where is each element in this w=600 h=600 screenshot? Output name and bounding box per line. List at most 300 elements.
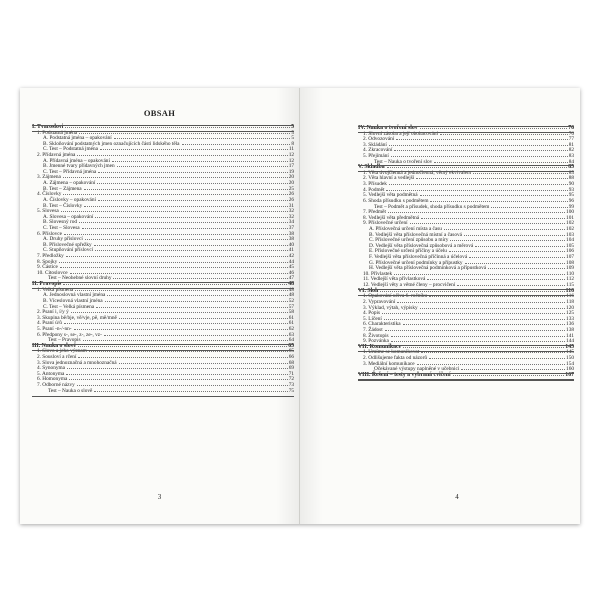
toc-entry-page: 72 — [288, 376, 294, 383]
toc-entry-title: 2. Sousloví a rčení — [37, 353, 77, 360]
toc-entry-title: 1. Věta dvojčlenná a jednočlenná, větný ekvivalent — [363, 169, 472, 176]
chapter-rule — [358, 295, 574, 296]
toc-entry-title: 5. Přejímání — [363, 153, 389, 160]
toc-entry-title: 2. Věta hlavní a vedlejší — [363, 175, 415, 182]
dot-leader — [98, 200, 288, 201]
toc-entry-page: 37 — [288, 224, 294, 231]
dot-leader — [94, 245, 288, 246]
toc-entry-title: 8. Vedlejší věta předmětná — [363, 214, 420, 221]
toc-entry-title: B. Jmenné tvary přídavných jmen — [43, 163, 115, 170]
toc-entry-title: 2. Přídavná jména — [37, 152, 76, 159]
dot-leader — [60, 267, 288, 268]
dot-leader — [84, 206, 287, 207]
toc-entry-page: 52 — [288, 297, 294, 304]
toc-entry-page: 85 — [568, 169, 574, 176]
dot-leader — [388, 212, 565, 213]
toc-entry-page: 116 — [565, 287, 574, 294]
toc-entry-title: A. Podstatná jména – opakování — [43, 135, 112, 142]
dot-leader — [113, 278, 287, 279]
toc-entry-title: 7. Předložky — [37, 253, 64, 260]
toc-entry-page: 81 — [568, 141, 574, 148]
toc-entry-page: 31 — [288, 202, 294, 209]
toc-entry-page: 44 — [288, 258, 294, 265]
toc-entry-title: 1. Slovní zásoba a její obohacování — [363, 130, 439, 137]
toc-entry-title: B. Test – Zájmena — [43, 185, 82, 192]
toc-entry-page: 65 — [288, 348, 294, 355]
dot-leader — [464, 235, 565, 236]
toc-entry-title: B. Slovesný rod — [43, 219, 77, 226]
toc-entry-title: B. Příslovečné spřežky — [43, 241, 92, 248]
dot-leader — [89, 351, 288, 352]
toc-entry-title: 11. Vedlejší věta přívlastková — [363, 276, 426, 283]
toc-entry-title: Test – Neohebné slovní druhy — [48, 275, 112, 282]
toc-entry-page: 83 — [568, 153, 574, 160]
toc-entry-title: 6. Příslovce — [37, 230, 63, 237]
toc-entry-page: 19 — [288, 168, 294, 175]
toc-entry-title: 4. Popis — [363, 310, 381, 317]
toc-entry-title: 10. Přívlastek — [363, 270, 393, 277]
chapter-rule — [358, 345, 574, 346]
chapter-rule — [358, 126, 574, 127]
toc-entry-page: 95 — [568, 192, 574, 199]
dot-leader — [384, 319, 565, 320]
right-page — [300, 88, 580, 524]
dot-leader — [61, 211, 288, 212]
toc-entry-title: 7. Žádost — [363, 326, 383, 333]
toc-entry-page: 103 — [566, 231, 574, 238]
dot-leader — [427, 279, 565, 280]
toc-entry-title: 8. Spojky — [37, 258, 58, 265]
toc-entry-page: 46 — [288, 269, 294, 276]
toc-entry-page: 26 — [288, 191, 294, 198]
toc-entry-page: 118 — [566, 298, 574, 305]
toc-entry-title: 3. Mediální komunikace — [363, 360, 415, 367]
toc-entry-page: 12 — [288, 157, 294, 164]
dot-leader — [114, 138, 291, 139]
dot-leader — [444, 229, 565, 230]
toc-end-rule — [358, 380, 574, 381]
chapter-rule — [358, 289, 574, 290]
toc-entry-page: 76 — [568, 125, 574, 131]
dot-leader — [83, 340, 288, 341]
toc-list-left — [32, 125, 294, 394]
toc-entry-title: A. Přídavná jména – opakování — [43, 157, 110, 164]
toc-entry-page: 48 — [288, 281, 294, 288]
dot-leader — [382, 313, 565, 314]
toc-entry-page: 66 — [288, 353, 294, 360]
toc-entry-title: A. Jednoslovná vlastní jména — [43, 292, 106, 299]
dot-leader — [77, 385, 288, 386]
toc-entry-title: 7. Odborné názvy — [37, 382, 75, 389]
dot-leader — [63, 177, 288, 178]
toc-entry-title: 6. Předpony s-, se-, z-, ze-, vz- — [37, 331, 102, 338]
toc-entry-title: 4. Podmět — [363, 186, 385, 193]
dot-leader — [79, 222, 288, 223]
page-title: OBSAH — [143, 108, 176, 118]
chapter-rule — [358, 373, 574, 374]
dot-leader — [410, 223, 565, 224]
toc-entry-page: 62 — [288, 325, 294, 332]
toc-entry-title: C. Test – Velká písmena — [43, 303, 95, 310]
toc-entry-title: B. Vedlejší věta příslovečná místní a časová — [369, 231, 463, 238]
dot-leader — [394, 274, 565, 275]
dot-leader — [469, 257, 565, 258]
toc-entry-page: 107 — [566, 254, 574, 261]
toc-entry-page: 61 — [288, 320, 294, 327]
dot-leader — [74, 329, 288, 330]
toc-entry-page: 77 — [568, 136, 574, 143]
toc-entry-title: 9. Pozvánka — [363, 338, 389, 345]
toc-entry-page: 90 — [568, 181, 574, 188]
toc-entry-title: 2. Odlišujeme fakta od názorů — [363, 354, 427, 361]
toc-entry-title: 10. Citoslovce — [37, 269, 68, 276]
left-page — [20, 88, 299, 524]
dot-leader — [403, 347, 564, 348]
toc-entry-page: 69 — [288, 365, 294, 372]
dot-leader — [71, 312, 288, 313]
page-number: 3 — [157, 493, 162, 501]
chapter-rule — [358, 132, 574, 133]
dot-leader — [98, 172, 287, 173]
toc-entry-page: 120 — [566, 304, 574, 311]
toc-entry-page: 84 — [568, 158, 574, 165]
toc-entry-page: 138 — [566, 326, 574, 333]
toc-entry-title: I. Tvaroslovi — [32, 124, 64, 130]
dot-leader — [417, 364, 565, 365]
toc-entry-title: VIII. Řešení – testy a vybraná cvičení — [358, 371, 451, 378]
toc-entry-title: Test – Nauka o slově — [48, 387, 93, 394]
dot-leader — [66, 256, 288, 257]
toc-entry-page: 47 — [288, 275, 294, 282]
dot-leader — [420, 308, 565, 309]
dot-leader — [78, 346, 287, 347]
dot-leader — [473, 173, 568, 174]
dot-leader — [79, 133, 290, 134]
dot-leader — [403, 324, 565, 325]
toc-entry-page: 5 — [291, 135, 294, 142]
toc-entry-page: 96 — [568, 197, 574, 204]
toc-entry-title: C. Stupňování příslovcí — [43, 247, 94, 254]
toc-entry-page: 102 — [566, 220, 574, 227]
toc-entry-title: 5. Líčení — [363, 315, 382, 322]
toc-entry-title: C. Test – Slovesa — [43, 224, 80, 231]
toc-entry-title: III. Nauka o slově — [32, 342, 77, 349]
toc-entry-title: F. Vedlejší věta příslovečná příčinná a účelová — [369, 254, 468, 261]
toc-entry-title: C. Test – Podstatná jména — [43, 146, 98, 153]
toc-entry-title: 7. Předmět — [363, 209, 386, 216]
dot-leader — [104, 335, 288, 336]
dot-leader — [475, 246, 565, 247]
toc-entry-page: 85 — [568, 164, 574, 171]
toc-entry-page: 17 — [288, 163, 294, 170]
toc-entry-page: 63 — [288, 331, 294, 338]
toc-entry-title: G. Příslovečné určení podmínky a přípustky — [369, 259, 463, 266]
toc-entry-title: C. Test – Přídavná jména — [43, 168, 97, 175]
dot-leader — [64, 323, 288, 324]
toc-entry-page: 73 — [288, 382, 294, 389]
toc-entry-title: 3. Zájmena — [37, 174, 61, 181]
toc-entry-title: Test – Podmět a přísudek, shoda přísudku s podmětem — [374, 203, 490, 210]
toc-entry-page: 34 — [288, 219, 294, 226]
toc-entry-title: 8. Životopis — [363, 332, 389, 339]
toc-entry-page: 82 — [568, 147, 574, 154]
toc-entry-page: 100 — [566, 209, 574, 216]
toc-entry-page: 116 — [566, 293, 574, 300]
dot-leader — [491, 207, 567, 208]
dot-leader — [391, 156, 568, 157]
dot-leader — [449, 251, 565, 252]
toc-entry-page: 88 — [568, 175, 574, 182]
toc-entry-title: 4. Synonyma — [37, 365, 65, 372]
dot-leader — [420, 195, 568, 196]
dot-leader — [100, 149, 288, 150]
toc-entry-title: 1. Opakování učiva 6. ročníku — [363, 293, 428, 300]
toc-entry-page: 48 — [288, 286, 294, 293]
dot-leader — [488, 268, 565, 269]
toc-entry-title: 4. Zkracování — [363, 147, 393, 154]
dot-leader — [450, 240, 565, 241]
toc-entry-title: 6. Homonyma — [37, 376, 68, 383]
toc-entry-page: 57 — [288, 303, 294, 310]
dot-leader — [107, 295, 287, 296]
chapter-rule — [358, 165, 574, 166]
dot-leader — [66, 374, 287, 375]
dot-leader — [429, 296, 565, 297]
toc-entry-page: 104 — [566, 237, 574, 244]
toc-entry-title: 5. Slovesa — [37, 208, 59, 215]
toc-entry-title: 3. Přísudek — [363, 181, 387, 188]
dot-leader — [396, 139, 568, 140]
toc-entry-page: 102 — [566, 225, 574, 232]
dot-leader — [421, 352, 565, 353]
toc-entry-page: 20 — [288, 174, 294, 181]
toc-entry-title: 2. Psaní i, í/y ý — [37, 309, 69, 316]
toc-entry-page: 5 — [291, 129, 294, 136]
dot-leader — [84, 189, 288, 190]
toc-entry-page: 133 — [566, 315, 574, 322]
toc-entry-title: D. Vedlejší věta příslovečná způsobová a měrová — [369, 242, 474, 249]
toc-entry-title: 4. Číslovky — [37, 191, 62, 198]
dot-leader — [70, 273, 288, 274]
dot-leader — [391, 341, 565, 342]
toc-entry-page: 144 — [566, 338, 574, 345]
toc-end-rule — [32, 396, 294, 397]
toc-entry-page: 12 — [288, 152, 294, 159]
dot-leader — [389, 145, 568, 146]
toc-entry-title: 3. Výklad, výtah, výpisky — [363, 304, 418, 311]
toc-entry-page: 167 — [565, 371, 574, 378]
dot-leader — [69, 379, 287, 380]
toc-entry-title: 3. Slova jednoznačná a mnohoznačná — [37, 359, 117, 366]
toc-entry-title: IV. Nauka o tvoření slov — [358, 125, 418, 131]
dot-leader — [394, 150, 567, 151]
dot-leader — [461, 369, 565, 370]
chapter-rule — [32, 344, 294, 345]
dot-leader — [75, 290, 287, 291]
toc-entry-title: B. Skloňování podstatných jmen označujících části lidského těla — [43, 140, 180, 147]
toc-entry-title: 4. Psaní ú/ů — [37, 320, 62, 327]
toc-entry-page: 75 — [288, 387, 294, 394]
dot-leader — [64, 234, 288, 235]
toc-entry-page: 41 — [288, 247, 294, 254]
toc-entry-title: 1. Velká písmena — [37, 286, 74, 293]
toc-entry-title: C. Příslovečné určení způsobu a míry — [369, 237, 449, 244]
toc-entry-title: A. Příslovečná určení místa a času — [369, 225, 442, 232]
toc-entry-page: 110 — [566, 270, 574, 277]
toc-entry-title: 5. Psaní -n-/-nn- — [37, 325, 72, 332]
toc-entry-page: 20 — [288, 180, 294, 187]
toc-entry-title: Test – Pravopis — [48, 337, 81, 344]
toc-entry-title: 3. Skupina bě/bje, vě/vje, pě, mě/mně — [37, 314, 117, 321]
toc-entry-title: A. Slovesa – opakování — [43, 213, 94, 220]
dot-leader — [391, 336, 565, 337]
toc-entry-page: 141 — [566, 332, 574, 339]
toc-entry-title: V. Skladba — [358, 164, 385, 171]
toc-entry-page: 32 — [288, 208, 294, 215]
toc-entry-title: II. Pravopis — [32, 281, 62, 288]
dot-leader — [82, 228, 288, 229]
dot-leader — [67, 368, 288, 369]
chapter-rule — [32, 350, 294, 351]
toc-entry-page: 109 — [566, 265, 574, 272]
toc-entry — [32, 389, 294, 395]
toc-entry-page: 42 — [288, 253, 294, 260]
toc-entry-page: 71 — [288, 370, 294, 377]
dot-leader — [112, 161, 288, 162]
toc-entry-page: 40 — [288, 241, 294, 248]
toc-entry-page: 48 — [288, 292, 294, 299]
dot-leader — [119, 363, 288, 364]
toc-entry-page: 26 — [288, 196, 294, 203]
dot-leader — [397, 302, 565, 303]
page-number: 4 — [455, 493, 459, 501]
dot-leader — [63, 194, 287, 195]
toc-entry-title: 5. Antonyma — [37, 370, 65, 377]
dot-leader — [457, 285, 565, 286]
toc-entry-title: Očekávané výstupy naplněné v učebnici — [374, 366, 460, 373]
toc-entry-page: 136 — [566, 321, 574, 328]
toc-entry-title: 2. Vypravování — [363, 298, 396, 305]
dot-leader — [430, 201, 567, 202]
chapter-rule — [32, 125, 294, 126]
toc-entry-page: 150 — [566, 354, 574, 361]
dot-leader — [386, 190, 567, 191]
dot-leader — [387, 167, 568, 168]
toc-entry-page: 115 — [566, 282, 574, 289]
toc-entry-page: 125 — [566, 310, 574, 317]
dot-leader — [95, 250, 288, 251]
chapter-rule — [32, 282, 294, 283]
toc-entry-page: 25 — [288, 185, 294, 192]
toc-entry-page: 154 — [566, 360, 574, 367]
toc-entry-page: 99 — [568, 203, 574, 210]
toc-entry-page: 38 — [288, 236, 294, 243]
toc-entry-page: 11 — [288, 146, 294, 153]
dot-leader — [96, 307, 288, 308]
dot-leader — [434, 162, 567, 163]
toc-entry-page: 105 — [566, 242, 574, 249]
toc-entry-title: 5. Vedlejší věta podmětná — [363, 192, 418, 199]
dot-leader — [429, 358, 565, 359]
toc-entry-page: 101 — [566, 214, 574, 221]
toc-entry-page: 108 — [566, 259, 574, 266]
toc-entry-title: VI. Sloh — [358, 287, 379, 294]
toc-entry-page: 61 — [288, 314, 294, 321]
dot-leader — [63, 284, 287, 285]
toc-entry-title: B. Víceslovná vlastní jména — [43, 297, 103, 304]
dot-leader — [385, 330, 565, 331]
dot-leader — [119, 318, 288, 319]
toc-entry-page: 160 — [566, 366, 574, 373]
toc-entry-title: 9. Částice — [37, 264, 58, 271]
toc-entry-page: 64 — [288, 337, 294, 344]
toc-entry-title: 9. Příslovečné určení — [363, 220, 408, 227]
chapter-rule — [358, 171, 574, 172]
toc-entry-page: 65 — [288, 342, 294, 349]
toc-entry-title: 1. Podstatná jména — [37, 129, 78, 136]
toc-entry-page: 32 — [288, 213, 294, 220]
toc-entry-page: 76 — [568, 130, 574, 137]
toc-entry-title: 3. Skládání — [363, 141, 387, 148]
toc-entry-title: A. Druhy příslovcí — [43, 236, 83, 243]
toc-entry-page: 5 — [291, 124, 294, 130]
toc-entry-page: 112 — [566, 276, 574, 283]
toc-entry-page: 38 — [288, 230, 294, 237]
toc-entry-title: A. Číslovky – opakování — [43, 196, 96, 203]
toc-entry-page: 93 — [568, 186, 574, 193]
dot-leader — [380, 291, 564, 292]
toc-entry-page: 8 — [291, 140, 294, 147]
dot-leader — [117, 166, 288, 167]
dot-leader — [453, 375, 565, 376]
dot-leader — [78, 357, 287, 358]
toc-entry-page: 145 — [565, 343, 574, 350]
toc-entry-title: 12. Vedlejší věty a větné členy – procvičení — [363, 282, 456, 289]
dot-leader — [389, 184, 568, 185]
dot-leader — [65, 127, 290, 128]
toc-entry-page: 106 — [566, 248, 574, 255]
toc-entry-title: A. Zájmena – opakování — [43, 180, 96, 187]
book-spread — [20, 88, 580, 524]
dot-leader — [440, 134, 568, 135]
toc-entry-title: E. Příslovečné určení příčiny a účelu — [369, 248, 447, 255]
toc-entry-title: VII. Komunikace — [358, 343, 402, 350]
toc-entry-page: 68 — [288, 359, 294, 366]
dot-leader — [420, 128, 568, 129]
chapter-rule — [32, 131, 294, 132]
toc-entry-page: 58 — [288, 309, 294, 316]
toc-entry-title: 6. Shoda přísudku s podmětem — [363, 197, 429, 204]
toc-entry-title: 6. Charakteristika — [363, 321, 401, 328]
toc-entry-title: 1. Umíme se komunikovat — [363, 349, 420, 356]
toc-entry-title: 1. Slovo a jeho význam — [37, 348, 87, 355]
toc-entry-title: Test – Nauka o tvoření slov — [374, 158, 433, 165]
chapter-rule — [32, 288, 294, 289]
dot-leader — [59, 262, 287, 263]
toc-entry-title: B. Test – Číslovky — [43, 202, 83, 209]
toc-entry-title: H. Vedlejší věta příslovečná podmínková a přípustková — [369, 265, 487, 272]
toc-entry-page: 145 — [566, 349, 574, 356]
dot-leader — [182, 144, 291, 145]
dot-leader — [105, 301, 288, 302]
dot-leader — [77, 155, 287, 156]
dot-leader — [85, 239, 288, 240]
chapter-rule — [358, 351, 574, 352]
dot-leader — [97, 183, 287, 184]
dot-leader — [421, 218, 565, 219]
dot-leader — [465, 263, 565, 264]
toc-entry-title: 2. Odvozování — [363, 136, 395, 143]
